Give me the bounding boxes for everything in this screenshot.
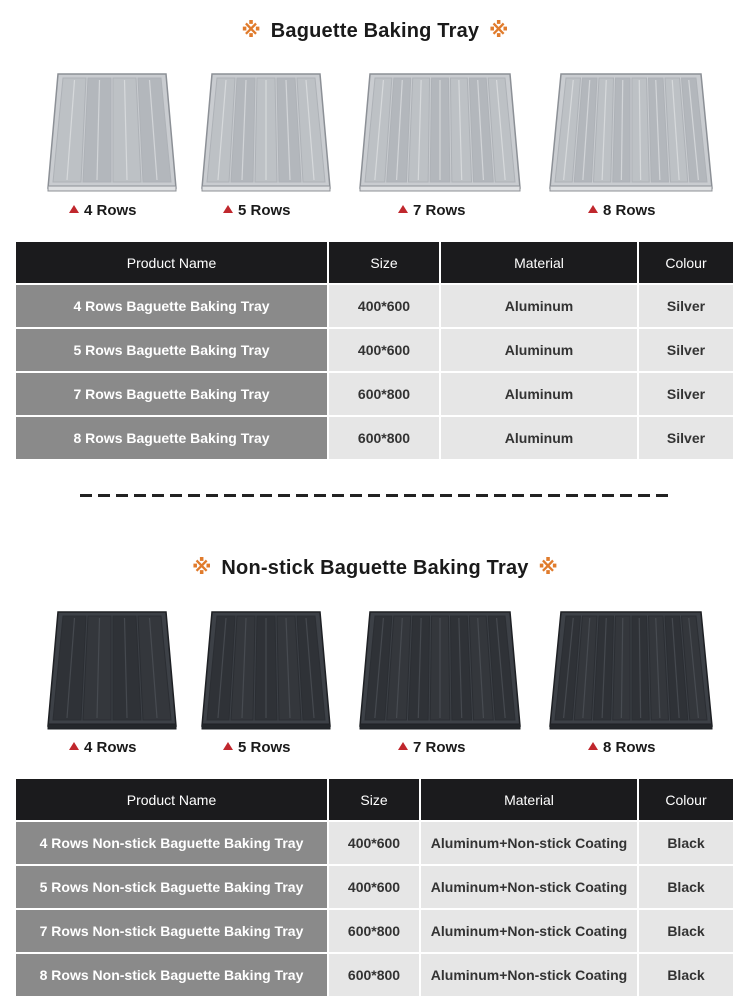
size-cell: 600*800	[329, 417, 439, 459]
triangle-up-icon	[223, 742, 233, 750]
size-cell: 600*800	[329, 373, 439, 415]
reference-mark-icon: ※	[191, 557, 212, 579]
material-cell: Aluminum+Non-stick Coating	[421, 954, 637, 996]
material-cell: Aluminum	[441, 329, 637, 371]
colour-cell: Black	[639, 866, 733, 908]
baguette-tray-image	[358, 70, 522, 194]
baguette-tray-image	[46, 70, 178, 194]
table-row	[16, 866, 733, 908]
triangle-up-icon	[223, 205, 233, 213]
product-name-cell: 5 Rows Baguette Baking Tray	[16, 329, 327, 371]
reference-mark-icon: ※	[241, 20, 261, 42]
triangle-up-icon	[398, 742, 408, 750]
reference-mark-icon: ※	[489, 20, 509, 42]
product-name-cell: 8 Rows Baguette Baking Tray	[16, 417, 327, 459]
tray-label: 7 Rows	[398, 202, 466, 219]
product-name-cell: 4 Rows Baguette Baking Tray	[16, 285, 327, 327]
column-header: Colour	[639, 779, 733, 820]
product-name-cell: 4 Rows Non-stick Baguette Baking Tray	[16, 822, 327, 864]
triangle-up-icon	[588, 205, 598, 213]
tray-label: 4 Rows	[69, 202, 137, 219]
column-header: Material	[441, 242, 637, 283]
table-header-row	[16, 242, 733, 283]
size-cell: 400*600	[329, 866, 419, 908]
section-title-text: Non-stick Baguette Baking Tray	[221, 557, 529, 579]
column-header: Material	[421, 779, 637, 820]
table-row	[16, 329, 733, 371]
material-cell: Aluminum+Non-stick Coating	[421, 910, 637, 952]
colour-cell: Black	[639, 822, 733, 864]
table-row	[16, 285, 733, 327]
column-header: Size	[329, 242, 439, 283]
tray-gallery-silver	[0, 70, 750, 220]
tray-label: 4 Rows	[69, 739, 137, 756]
colour-cell: Silver	[639, 373, 733, 415]
table-row	[16, 373, 733, 415]
size-cell: 400*600	[329, 329, 439, 371]
table-header-row	[16, 779, 733, 820]
material-cell: Aluminum	[441, 373, 637, 415]
product-name-cell: 8 Rows Non-stick Baguette Baking Tray	[16, 954, 327, 996]
product-name-cell: 7 Rows Baguette Baking Tray	[16, 373, 327, 415]
triangle-up-icon	[69, 742, 79, 750]
table-row	[16, 910, 733, 952]
size-cell: 400*600	[329, 822, 419, 864]
section-title-baguette	[0, 18, 750, 43]
baguette-tray-image	[200, 70, 332, 194]
baguette-tray-image	[548, 70, 714, 194]
colour-cell: Silver	[639, 417, 733, 459]
column-header: Product Name	[16, 242, 327, 283]
tray-label: 5 Rows	[223, 202, 291, 219]
triangle-up-icon	[69, 205, 79, 213]
tray-label: 8 Rows	[588, 739, 656, 756]
reference-mark-icon: ※	[538, 557, 559, 579]
size-cell: 400*600	[329, 285, 439, 327]
tray-label: 8 Rows	[588, 202, 656, 219]
colour-cell: Black	[639, 910, 733, 952]
material-cell: Aluminum	[441, 285, 637, 327]
material-cell: Aluminum	[441, 417, 637, 459]
tray-label: 5 Rows	[223, 739, 291, 756]
triangle-up-icon	[588, 742, 598, 750]
colour-cell: Black	[639, 954, 733, 996]
colour-cell: Silver	[639, 329, 733, 371]
material-cell: Aluminum+Non-stick Coating	[421, 822, 637, 864]
spec-table-silver	[14, 240, 735, 461]
column-header: Colour	[639, 242, 733, 283]
tray-label: 7 Rows	[398, 739, 466, 756]
section-title-text: Baguette Baking Tray	[270, 20, 480, 42]
column-header: Product Name	[16, 779, 327, 820]
baguette-tray-image	[200, 608, 332, 732]
table-row	[16, 417, 733, 459]
baguette-tray-image	[548, 608, 714, 732]
column-header: Size	[329, 779, 419, 820]
triangle-up-icon	[398, 205, 408, 213]
dashed-divider	[80, 494, 672, 497]
material-cell: Aluminum+Non-stick Coating	[421, 866, 637, 908]
colour-cell: Silver	[639, 285, 733, 327]
baguette-tray-image	[358, 608, 522, 732]
spec-table-black	[14, 777, 735, 998]
size-cell: 600*800	[329, 910, 419, 952]
tray-gallery-black	[0, 608, 750, 758]
product-name-cell: 5 Rows Non-stick Baguette Baking Tray	[16, 866, 327, 908]
section-title-non-stick	[0, 555, 750, 580]
table-row	[16, 954, 733, 996]
baguette-tray-image	[46, 608, 178, 732]
table-row	[16, 822, 733, 864]
product-name-cell: 7 Rows Non-stick Baguette Baking Tray	[16, 910, 327, 952]
size-cell: 600*800	[329, 954, 419, 996]
